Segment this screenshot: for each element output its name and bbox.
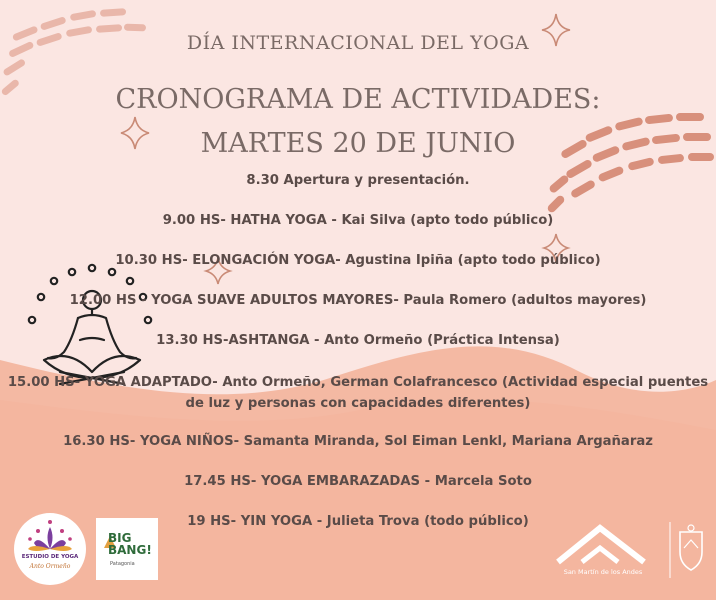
schedule-item: 10.30 HS- ELONGACIÓN YOGA- Agustina Ipiña (apto todo público): [115, 253, 601, 268]
schedule-item: 17.45 HS- YOGA EMBARAZADAS - Marcela Soto: [184, 474, 532, 489]
municipio-caption: San Martín de los Andes: [563, 568, 643, 576]
big-bang-word-1: BIG: [108, 531, 132, 545]
big-bang-subtext: Patagonia: [110, 561, 135, 567]
event-title: DÍA INTERNACIONAL DEL YOGA: [186, 32, 530, 54]
big-bang-word-2: BANG!: [108, 543, 152, 557]
estudio-logo-text: ESTUDIO DE YOGA: [21, 554, 79, 560]
estudio-yoga-logo: [14, 513, 86, 585]
municipio-logo: [548, 520, 658, 580]
page-title: CRONOGRAMA DE ACTIVIDADES:: [115, 84, 601, 115]
coat-of-arms-icon: [668, 518, 708, 582]
estudio-logo-subtext: Anto Ormeño: [29, 563, 71, 570]
big-bang-wordmark: [108, 532, 156, 556]
event-date: MARTES 20 DE JUNIO: [200, 128, 516, 159]
schedule-item: 16.30 HS- YOGA NIÑOS- Samanta Miranda, Sol Eiman Lenkl, Mariana Argañaraz: [63, 434, 653, 449]
schedule-item: 15.00 HS- YOGA ADAPTADO- Anto Ormeño, German Colafrancesco (Actividad especial puentes de luz y personas con capacidades diferentes): [7, 375, 709, 411]
schedule-item: 8.30 Apertura y presentación.: [246, 173, 470, 188]
mountain-icon: [548, 520, 658, 568]
schedule-item: 9.00 HS- HATHA YOGA - Kai Silva (apto todo público): [162, 213, 554, 228]
lotus-icon: [14, 513, 86, 585]
schedule-item: 12.00 HS - YOGA SUAVE ADULTOS MAYORES- Paula Romero (adultos mayores): [69, 293, 647, 308]
schedule-item: 13.30 HS-ASHTANGA - Anto Ormeño (Práctica Intensa): [156, 333, 560, 348]
schedule-item: 19 HS- YIN YOGA - Julieta Trova (todo público): [187, 514, 529, 529]
big-bang-logo: [96, 518, 158, 580]
